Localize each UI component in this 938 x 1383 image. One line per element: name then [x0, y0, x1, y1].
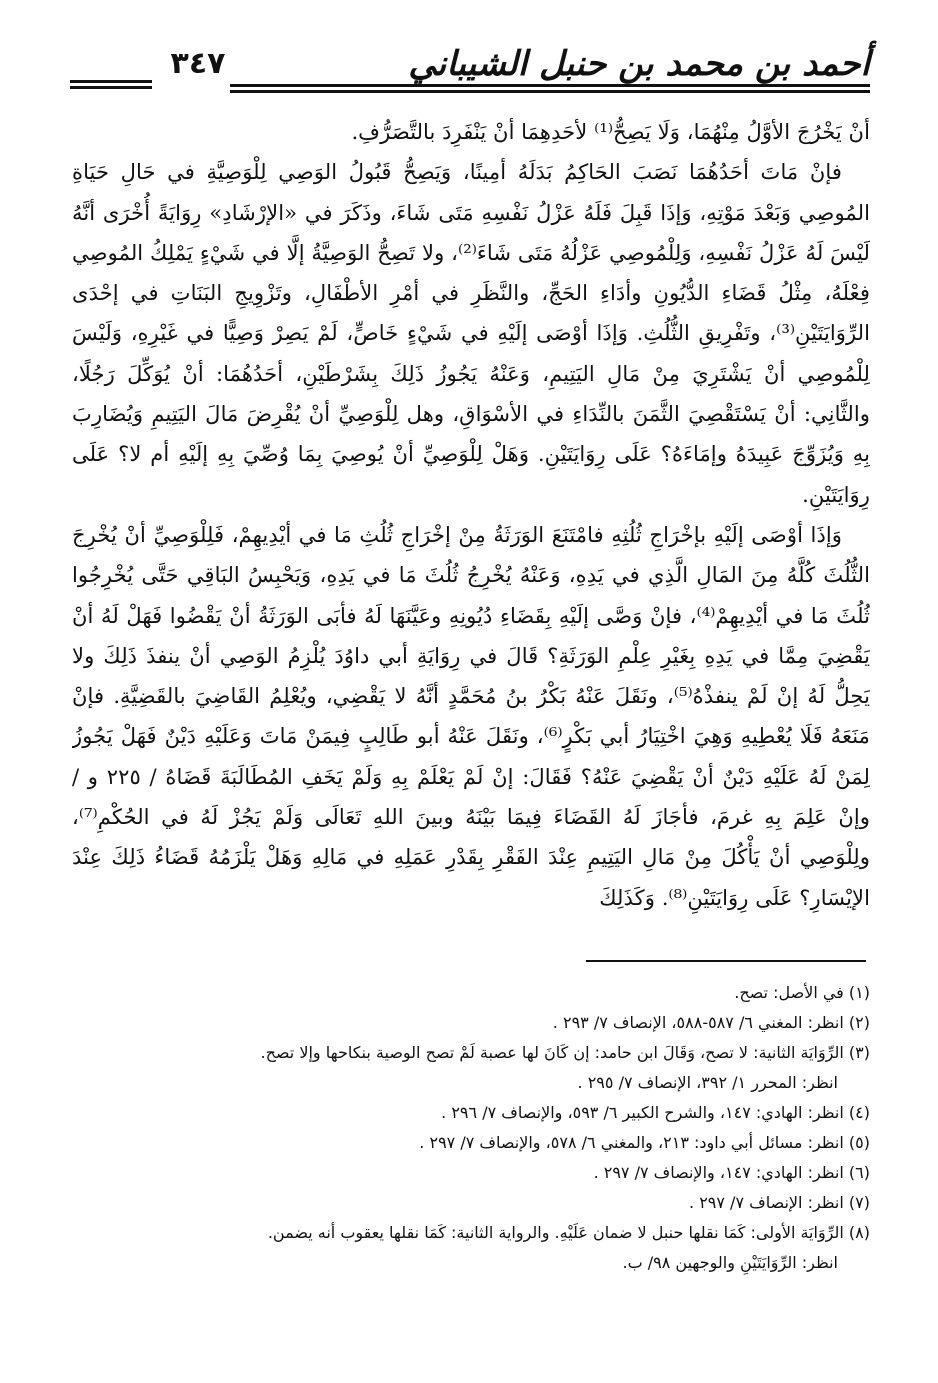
- footnote-7: (٧) انظر: الإنصاف ٧/ ٢٩٧ .: [689, 1193, 870, 1212]
- footnote-2: (٢) انظر: المغني ٦/ ٥٨٧-٥٨٨، الإنصاف ٧/ ٢٩٣ .: [552, 1013, 870, 1032]
- footnote-1: (١) في الأصل: تصح.: [734, 983, 870, 1002]
- footnotes: [72, 978, 870, 1278]
- footnote-5: (٥) انظر: مسائل أبي داود: ٢١٣، والمغني ٦/ ٥٧٨، والإنصاف ٧/ ٢٩٧ .: [419, 1133, 870, 1152]
- page-header: [70, 44, 870, 102]
- footnote-3-continuation: انظر: المحرر ١/ ٣٩٢، الإنصاف ٧/ ٢٩٥ .: [577, 1073, 838, 1092]
- paragraph-3: وَإذَا أوْصَى إلَيْهِ بإخْرَاجِ ثُلُثِهِ فامْتَنَعَ الوَرَثَةُ مِنْ إخْرَاجِ ثُلُثِ مَا في أيْدِيهِمْ، فَلِلْوَصِيِّ أنْ يُخْرِجَ الثُّلُثَ كُلَّهُ مِنَ المَالِ الَّذِي في يَدِهِ، وَعَنْهُ يُخْرِجُ ثُلُثَ مَا في يَدِهِ، وَيَحْبِسُ البَاقِي حَتَّى يُخْرِجُوا ثُلُثَ مَا في أيْدِيهِمْ⁽⁴⁾، فإنْ وَصَّى إلَيْهِ بِقَضَاءِ دُيُونِهِ وعَيَّنَهَا لَهُ فأبَى الوَرَثَةُ أنْ يَقْضُوا فَهَلْ لَهُ أنْ يَقْضِيَ مِمَّا في يَدِهِ بِغَيْرِ عِلْمِ الوَرَثَةِ؟ قَالَ في رِوَايَةِ أبي داوُدَ يُلْزِمُ الوَصِي أنْ ينفذَ ذَلِكَ ولا يَحِلُّ لَهُ إنْ لَمْ ينفذْهُ⁽⁵⁾، ونَقَلَ عَنْهُ بَكْرُ بنُ مُحَمَّدٍ أنَّهُ لا يَقْضِي، ويُعْلِمُ القَاضِيَ بالقَضِيَّةِ. فإنْ مَنَعَهُ فَلَا يُعْطِيهِ وَهِيَ اخْتِيَارُ أبي بَكْرٍ⁽⁶⁾، ونَقَلَ عَنْهُ أبو طَالِبٍ فِيمَنْ مَاتَ وَعَلَيْهِ دَيْنٌ فَهَلْ يَجُوزُ لِمَنْ لَهُ عَلَيْهِ دَيْنٌ أنْ يَقْضِيَ عَنْهُ؟ فَقَالَ: إنْ لَمْ يَعْلَمْ بِهِ وَلَمْ يَخَفِ المُطَالَبَةَ قَضَاهُ / ٢٢٥ و / وإنْ عَلِمَ بِهِ غرمَ، فأجَازَ لَهُ القَضَاءَ فِيمَا بَيْنَهُ وبينَ اللهِ تَعَالَى وَلَمْ يَجُزْ لَهُ في الحُكْمِ⁽⁷⁾، ولِلْوَصِي أنْ يَأْكُلَ مِنْ مَالِ اليَتِيمِ عِنْدَ الفَقْرِ بِقَدْرِ عَمَلِهِ في مَالِهِ وَهَلْ يَلْزَمُهُ قَضَاءُ ذَلِكَ عِنْدَ الإيْسَارِ؟ عَلَى رِوَايَتَيْنِ⁽⁸⁾. وَكَذَلِكَ: [72, 521, 870, 910]
- header-rule-long: [230, 84, 870, 93]
- main-text: [72, 112, 870, 957]
- footnote-3: (٣) الرِّوَايَة الثانية: لا تصح، وَقَالَ ابن حامد: إن كَانَ لها عصبة لَمْ تصح الوصية بنكاحها وإلا تصح.: [260, 1043, 870, 1062]
- paragraph-1: أنْ يَخْرُجَ الأوَّلُ مِنْهُمَا، وَلَا يَصِحُّ⁽¹⁾ لأحَدِهِمَا أنْ يَنْفَرِدَ بالتَّصَرُّفِ.: [351, 119, 870, 144]
- footnote-6: (٦) انظر: الهادي: ١٤٧، والإنصاف ٧/ ٢٩٧ .: [593, 1163, 870, 1182]
- paragraph-2: فإنْ مَاتَ أحَدُهُمَا نَصَبَ الحَاكِمُ بَدَلَهُ أمِينًا، وَيَصِحُّ قَبُولُ الوَصِي لِلْوَصِيَّةِ في حَالِ حَيَاةِ المُوصِي وَبَعْدَ مَوْتِهِ، وَإذَا قَبِلَ فَلَهُ عَزْلُ نَفْسِهِ مَتَى شَاءَ، وذَكَرَ في «الإرْشَادِ» رِوَايَةً أُخْرَى أنَّهُ لَيْسَ لَهُ عَزْلُ نَفْسِهِ، وَلِلْمُوصِي عَزْلُهُ مَتَى شَاءَ⁽²⁾، ولا تَصِحُّ الوَصِيَّةُ إلَّا في شَيْءٍ يَمْلِكُ المُوصِي فِعْلَهُ، مِثْلُ قَضَاءِ الدُّيُونِ وأدَاءِ الحَجِّ، والنَّظَرِ في أمْرِ الأطْفَالِ، وتَزْوِيجِ البَنَاتِ في إحْدَى الرِّوَايَتَيْنِ⁽³⁾، وتَفْرِيقِ الثُّلُثِ. وَإذَا أوْصَى إلَيْهِ في شَيْءٍ خَاصٍّ، لَمْ يَصِرْ وَصِيًّا في غَيْرِهِ، وَلَيْسَ لِلْمُوصِي أنْ يَشْتَرِيَ مِنْ مَالِ اليَتِيمِ، وَعَنْهُ يَجُوزُ ذَلِكَ بِشَرْطَيْنِ، أحَدُهُمَا: أنْ يُوَكِّلَ رَجُلًا، والثَّانِي: أنْ يَسْتَقْصِيَ الثَّمَنَ بالنِّدَاءِ في الأسْوَاقِ، وهل لِلْوَصِيِّ أنْ يُقْرِضَ مَالَ اليَتِيمِ وَيُضَارِبَ بِهِ وَيُزَوِّجَ عَبِيدَهُ وإمَاءَهُ؟ عَلَى رِوَايَتَيْنِ. وَهَلْ لِلْوَصِيِّ أنْ يُوصِيَ بِمَا وُصِّيَ بِهِ إلَيْهِ أم لا؟ عَلَى رِوَايَتَيْنِ.: [72, 159, 870, 507]
- footnote-4: (٤) انظر: الهادي: ١٤٧، والشرح الكبير ٦/ ٥٩٣، والإنصاف ٧/ ٢٩٦ .: [441, 1103, 870, 1122]
- footnote-8: (٨) الرِّوَايَة الأولى: كَمَا نقلها حنبل لا ضمان عَلَيْهِ. والرواية الثانية: كَمَا نقلها يعقوب أنه يضمن.: [267, 1223, 870, 1242]
- running-title: أحمد بن محمد بن حنبل الشيباني: [408, 44, 870, 84]
- footnote-8-continuation: انظر: الرِّوَايَتَيْنِ والوجهين ٩٨/ ب.: [622, 1253, 838, 1272]
- header-rule-short: [70, 80, 152, 89]
- footnote-separator: [586, 960, 866, 962]
- page-number: ٣٤٧: [170, 46, 226, 81]
